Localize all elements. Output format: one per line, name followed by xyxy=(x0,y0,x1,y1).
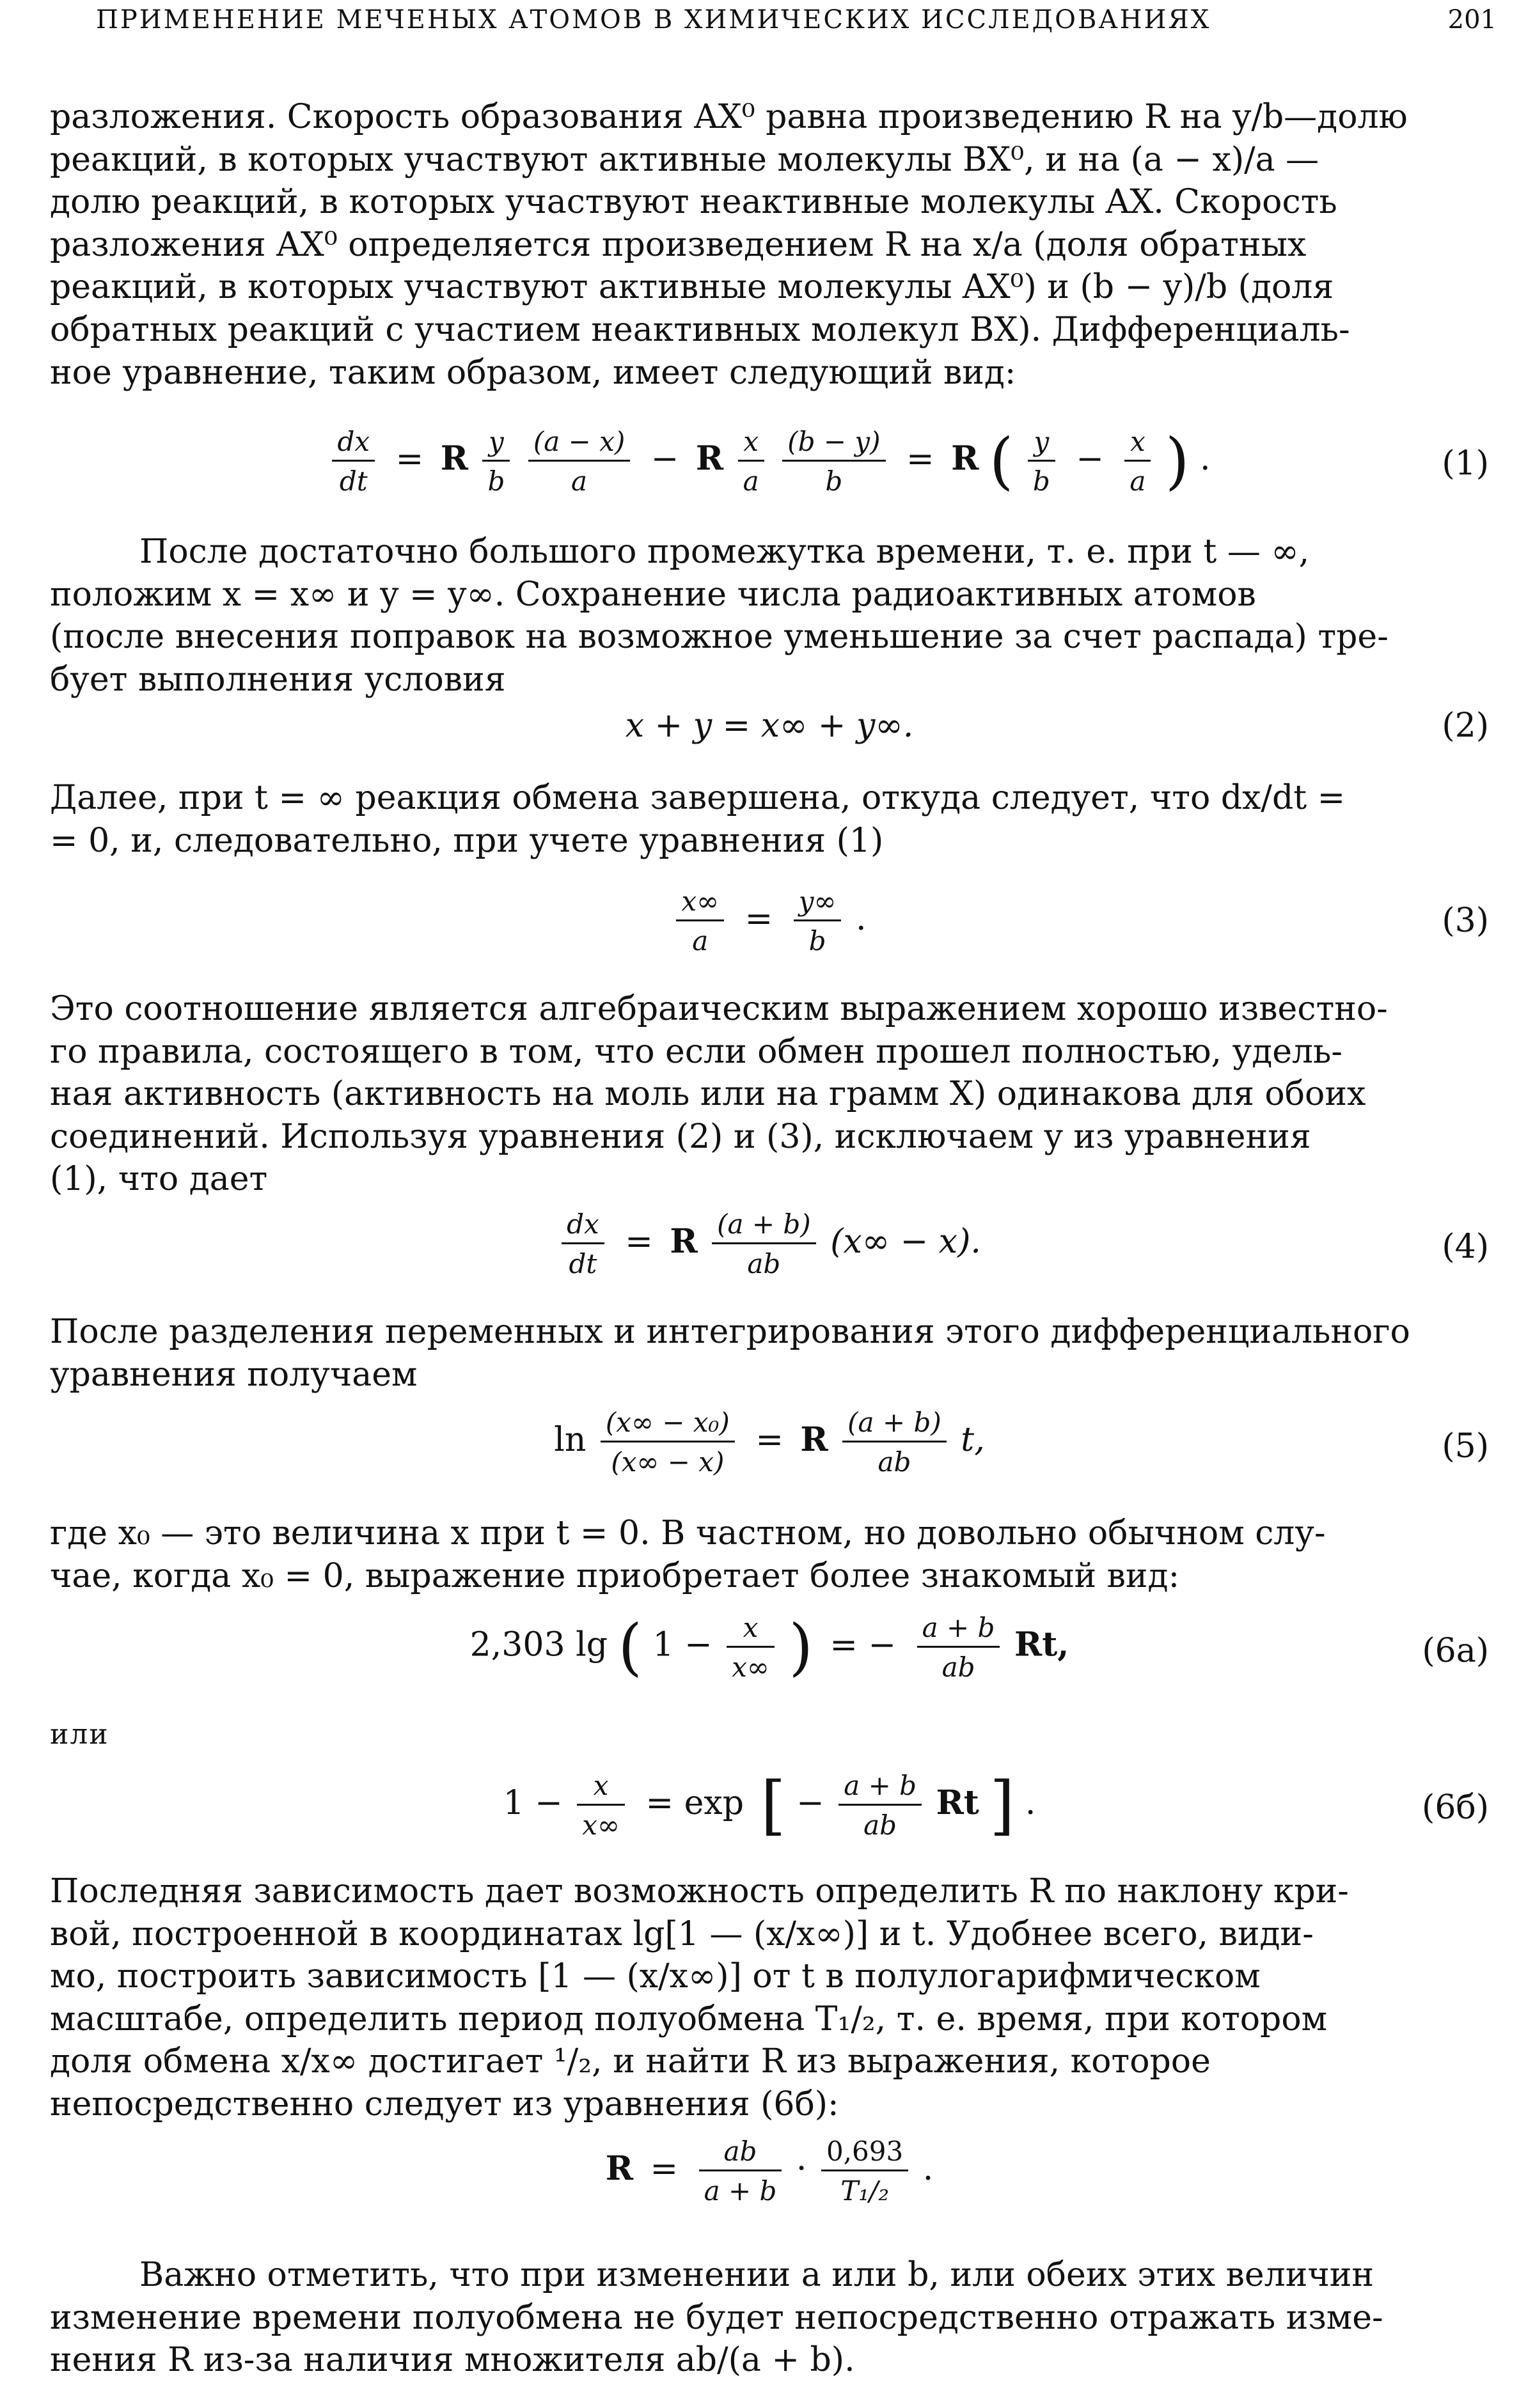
paragraph-7 xyxy=(50,1870,1489,2126)
equation-6a xyxy=(50,1611,1489,1694)
text-line: Последняя зависимость дает возможность определить R по наклону кри- xyxy=(50,1872,1349,1911)
text-line: чае, когда x₀ = 0, выражение приобретает более знакомый вид: xyxy=(50,1556,1180,1595)
equation-number-3: (3) xyxy=(1442,902,1489,940)
equation-3-body: $\frac{x\infty}{a}$ = $\frac{y\infty}{b}$ . xyxy=(50,886,1489,957)
text-line: разложения AX⁰ определяется произведением R на x/a (доля обратных xyxy=(50,225,1307,264)
text-line: мо, построить зависимость [1 — (x/x∞)] от t в полулогарифмическом xyxy=(50,1957,1261,1996)
text-line: После достаточно большого промежутка времени, т. е. при t — ∞, xyxy=(139,533,1310,571)
equation-1-body: $\frac{dx}{dt}$ = R $\frac{y}{b}$ $\frac{(a - x)}{a}$ − R $\frac{x}{a}$ $\frac{(b - y)}{b}$ = R ( $\frac{y}{b}$ − $\frac{x}{a}$ ) . xyxy=(50,425,1489,497)
equation-4-body: $\frac{dx}{dt}$ = R $\frac{(a + b)}{ab}$ (x∞ − x). xyxy=(50,1208,1489,1279)
paragraph-2 xyxy=(50,531,1489,701)
text-line: бует выполнения условия xyxy=(50,660,506,699)
equation-2 xyxy=(50,707,1489,751)
text-line: реакций, в которых участвуют активные молекулы BX⁰, и на (a − x)/a — xyxy=(50,140,1319,179)
text-line: (1), что дает xyxy=(50,1160,268,1199)
equation-2-body: x + y = x∞ + y∞. xyxy=(625,707,914,745)
page-number: 201 xyxy=(1447,5,1497,35)
equation-4 xyxy=(50,1208,1489,1285)
header-title: ПРИМЕНЕНИЕ МЕЧЕНЫХ АТОМОВ В ХИМИЧЕСКИХ ИССЛЕДОВАНИЯХ xyxy=(96,5,1211,35)
text-line: Важно отметить, что при изменении a или b, или обеих этих величин xyxy=(139,2256,1374,2294)
equation-6b-body: 1 − $\frac{x}{x\infty}$ = exp [ − $\frac{a + b}{ab}$ Rt ] . xyxy=(503,1768,1036,1843)
equation-7 xyxy=(50,2136,1489,2225)
text-line: Далее, при t = ∞ реакция обмена завершена, откуда следует, что dx/dt = xyxy=(50,779,1346,817)
ili-word: или xyxy=(50,1718,109,1751)
equation-1 xyxy=(50,425,1489,508)
frac-y-b: $\frac{y}{b}$ xyxy=(482,426,510,497)
text-line: где x₀ — это величина x при t = 0. В частном, но довольно обычном слу- xyxy=(50,1514,1326,1552)
paragraph-1 xyxy=(50,96,1489,394)
equation-number-4: (4) xyxy=(1442,1228,1489,1266)
text-line: доля обмена x/x∞ достигает ¹/₂, и найти R из выражения, которое xyxy=(50,2042,1211,2081)
equation-5-body: ln $\frac{\text{(x∞ − x₀)}}{(x\infty - x)}$ = R $\frac{(a + b)}{ab}$ t, xyxy=(554,1407,985,1478)
text-line: После разделения переменных и интегрирования этого дифференциального xyxy=(50,1313,1410,1351)
equation-number-6b: (6б) xyxy=(1422,1788,1489,1827)
text-line: масштабе, определить период полуобмена T₁/₂, т. е. время, при котором xyxy=(50,1999,1328,2038)
equation-number-2: (2) xyxy=(1442,707,1489,745)
text-line: положим x = x∞ и y = y∞. Сохранение числа радиоактивных атомов xyxy=(50,575,1256,614)
paragraph-8 xyxy=(50,2254,1489,2382)
equation-6b xyxy=(50,1768,1489,1851)
text-line: непосредственно следует из уравнения (6б): xyxy=(50,2084,839,2123)
frac-y-b-2: $\frac{y}{b}$ xyxy=(1028,426,1055,497)
equation-5 xyxy=(50,1407,1489,1490)
text-line: изменение времени полуобмена не будет непосредственно отражать изме- xyxy=(50,2298,1383,2337)
text-line: нения R из-за наличия множителя ab/(a + b). xyxy=(50,2341,855,2380)
text-line: = 0, и, следовательно, при учете уравнения (1) xyxy=(50,821,884,860)
equation-3 xyxy=(50,886,1489,962)
equation-6a-body: 2,303 lg ( 1 − $\frac{x}{x\infty}$ ) = − $\frac{a + b}{ab}$ Rt, xyxy=(469,1611,1069,1683)
frac-bmy-b: $\frac{(b - y)}{b}$ xyxy=(782,426,885,497)
text-line: го правила, состоящего в том, что если обмен прошел полностью, удель- xyxy=(50,1032,1342,1071)
text-line: разложения. Скорость образования AX⁰ равна произведению R на y/b—долю xyxy=(50,98,1408,136)
text-line: обратных реакций с участием неактивных молекул BX). Дифференциаль- xyxy=(50,310,1350,349)
text-line: уравнения получаем xyxy=(50,1355,418,1394)
paragraph-3 xyxy=(50,777,1489,862)
frac-x-a: $\frac{x}{a}$ xyxy=(738,426,764,497)
running-header xyxy=(96,5,1497,43)
frac-x-a-2: $\frac{x}{a}$ xyxy=(1124,426,1151,497)
text-line: ная активность (активность на моль или на грамм X) одинакова для обоих xyxy=(50,1075,1366,1114)
equation-7-body: R = $\frac{ab}{a + b}$ · $\frac{0,693}{\text{T₁/₂}}$ . xyxy=(605,2136,934,2207)
equation-number-5: (5) xyxy=(1442,1427,1489,1466)
frac-amx-a: $\frac{(a - x)}{a}$ xyxy=(528,426,630,497)
text-line: (после внесения поправок на возможное уменьшение за счет распада) тре- xyxy=(50,618,1389,657)
text-line: Это соотношение является алгебраическим выражением хорошо известно- xyxy=(50,990,1388,1028)
paragraph-6 xyxy=(50,1512,1489,1597)
paragraph-5 xyxy=(50,1311,1489,1396)
text-line: долю реакций, в которых участвуют неактивные молекулы AX. Скорость xyxy=(50,183,1337,222)
text-line: реакций, в которых участвуют активные молекулы AX⁰) и (b − y)/b (доля xyxy=(50,268,1334,307)
text-line: соединений. Используя уравнения (2) и (3), исключаем y из уравнения xyxy=(50,1117,1311,1156)
equation-number-6a: (6а) xyxy=(1422,1632,1489,1670)
text-line: вой, построенной в координатах lg[1 — (x/x∞)] и t. Удобнее всего, види- xyxy=(50,1914,1314,1953)
equation-number-1: (1) xyxy=(1442,444,1489,483)
paragraph-4 xyxy=(50,988,1489,1201)
text-line: ное уравнение, таким образом, имеет следующий вид: xyxy=(50,353,1016,392)
frac-dxdt: $\frac{dx}{dt}$ xyxy=(332,426,375,497)
